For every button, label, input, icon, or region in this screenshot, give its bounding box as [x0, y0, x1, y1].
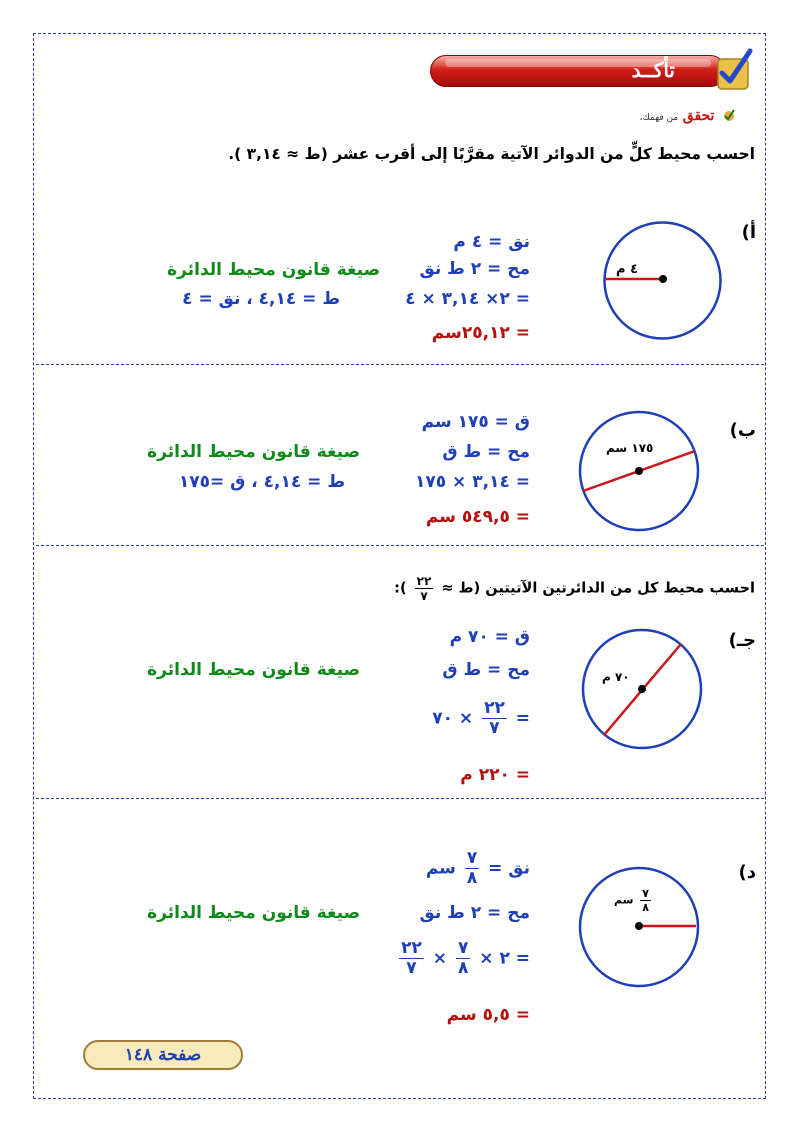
problem-b-line-3: = ٣,١٤ × ١٧٥: [415, 472, 530, 492]
problem-c-line-1: ق = ٧٠ م: [449, 627, 530, 647]
circle-a-radius-label: ٤ م: [616, 262, 638, 277]
problem-d-result: = ٥,٥ سم: [446, 1005, 530, 1025]
problem-b-result: = ٥٤٩,٥ سم: [425, 507, 530, 527]
problem-d-note-title: صيغة قانون محيط الدائرة: [147, 903, 360, 923]
circle-a-diagram: [600, 218, 725, 343]
instruction-main: احسب محيط كلٍّ من الدوائر الآتية مقرَّبًا إلى أقرب عشر (ط ≈ ٣,١٤ ).: [228, 145, 755, 163]
problem-a-note-values: ط = ٤,١٤ ، نق = ٤: [182, 289, 340, 309]
check-title: تحقق: [682, 108, 715, 124]
fraction-numerator: ٢٢: [401, 938, 422, 958]
fraction-denominator: ٧: [406, 958, 417, 978]
problem-c-label: جـ): [728, 630, 756, 651]
problem-a-line-2: مح = ٢ ط نق: [419, 259, 530, 279]
instruction-second: [394, 575, 755, 602]
problem-c-calc-pre: =: [515, 708, 530, 729]
separator-1: [36, 364, 764, 365]
problem-a-result: = ٢٥,١٢سم: [431, 323, 530, 343]
problem-d-fraction-1: [456, 940, 470, 977]
page-number: صفحة ١٤٨: [124, 1045, 202, 1065]
problem-c-result: = ٢٢٠ م: [460, 765, 530, 785]
fraction-denominator: ٧: [420, 589, 428, 603]
fraction-numerator: ٢٢: [416, 574, 432, 588]
circle-d-unit: سم: [614, 893, 634, 907]
problem-a-line-1: نق = ٤ م: [453, 232, 530, 252]
problem-c-calc-post: × ٧٠: [432, 708, 474, 729]
problem-a-line-3: = ٢× ٣,١٤ × ٤: [405, 289, 530, 309]
instruction-second-pre: احسب محيط كل من الدائرتين الآتيتين (ط ≈: [441, 580, 755, 597]
problem-d-line-1-post: سم: [425, 858, 456, 879]
problem-c-fraction: [482, 700, 507, 737]
problem-d-line-2: مح = ٢ ط نق: [419, 903, 530, 923]
fraction-denominator: ٨: [457, 958, 469, 978]
fraction-numerator: ٧: [457, 938, 469, 958]
fraction-numerator: ٧: [466, 848, 478, 868]
problem-d-line-1: [426, 850, 530, 887]
fraction-denominator: ٧: [489, 718, 500, 738]
fraction-denominator: ٨: [466, 868, 478, 888]
header-title: تأكــد: [631, 58, 675, 82]
fraction-numerator: ٧: [642, 887, 650, 900]
problem-d-fraction-2: [399, 940, 424, 977]
check-understanding-heading: [640, 108, 736, 124]
problem-b-note-title: صيغة قانون محيط الدائرة: [147, 442, 360, 462]
problem-d-radius-fraction: [465, 850, 479, 887]
problem-a-label: أ): [741, 222, 756, 243]
instruction-second-post: ):: [394, 580, 407, 597]
problem-d-calc: [396, 940, 530, 977]
pencil-check-icon: [722, 108, 736, 122]
instruction-pi-fraction: [415, 575, 434, 602]
problem-b-label: ب): [729, 420, 756, 441]
separator-3: [36, 798, 764, 799]
circle-c-diagram: [578, 625, 706, 753]
problem-a-note-title: صيغة قانون محيط الدائرة: [167, 260, 380, 280]
problem-c-note-title: صيغة قانون محيط الدائرة: [147, 660, 360, 680]
circle-b-diagram: [575, 407, 703, 535]
problem-b-line-2: مح = ط ق: [442, 442, 530, 462]
problem-b-note-values: ط = ٤,١٤ ، ق =١٧٥: [178, 472, 345, 492]
problem-d-calc-mid: ×: [432, 948, 448, 969]
problem-d-calc-pre: = ٢ ×: [479, 948, 530, 969]
circle-b-diameter-label: ١٧٥ سم: [606, 441, 654, 455]
fraction-denominator: ٨: [642, 901, 650, 914]
fraction-numerator: ٢٢: [484, 698, 505, 718]
checkmark-pencil-icon: [710, 45, 756, 91]
problem-c-line-2: مح = ط ق: [442, 660, 530, 680]
problem-d-line-1-pre: نق =: [488, 858, 530, 879]
separator-2: [36, 545, 764, 546]
problem-b-line-1: ق = ١٧٥ سم: [421, 412, 530, 432]
circle-d-diagram: [575, 863, 703, 991]
check-subtitle: من فهمك،: [639, 113, 679, 123]
circle-c-diameter-label: ٧٠ م: [602, 670, 630, 684]
problem-d-label: د): [738, 862, 756, 883]
circle-d-radius-label: [614, 888, 654, 913]
page-number-badge: [83, 1040, 243, 1070]
header-banner: [430, 55, 726, 87]
problem-c-calc: [432, 700, 530, 737]
circle-d-fraction: [640, 888, 651, 913]
